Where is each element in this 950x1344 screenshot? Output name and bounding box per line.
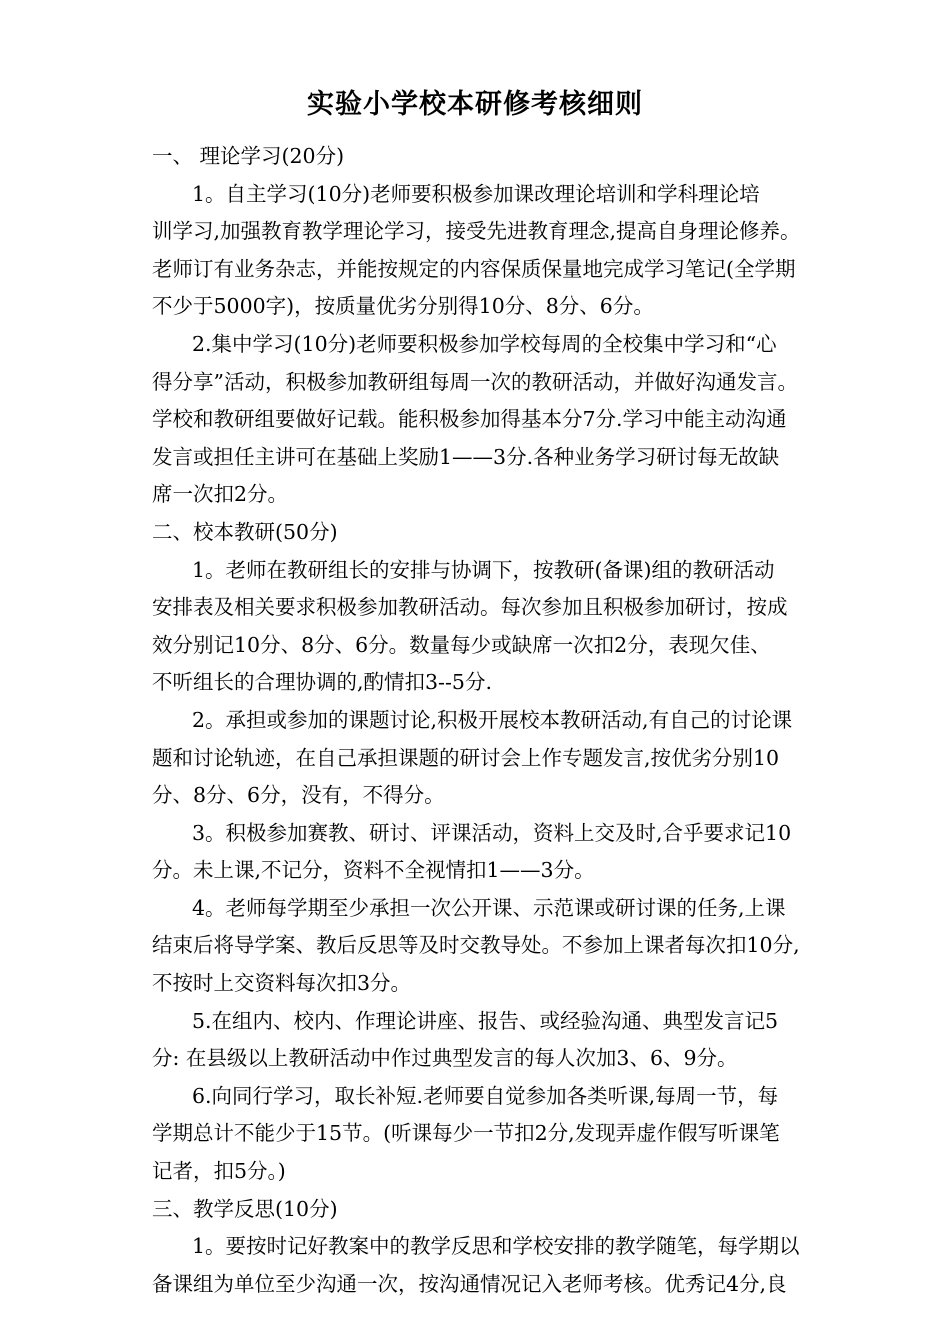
paragraph-first-line: 3。积极参加赛教、研讨、评课活动，资料上交及时,合乎要求记10 xyxy=(192,820,792,845)
text-line: 学期总计不能少于15节。(听课每少一节扣2分,发现弄虚作假写听课笔 xyxy=(152,1121,780,1146)
text-line: 学校和教研组要做好记载。能积极参加得基本分7分.学习中能主动沟通 xyxy=(152,407,787,432)
paragraph-first-line: 1。要按时记好教案中的教学反思和学校安排的教学随笔，每学期以 xyxy=(192,1234,800,1259)
text-line: 记者，扣5分。) xyxy=(152,1159,286,1184)
text-line: 训学习,加强教育教学理论学习，接受先进教育理念,提高自身理论修养。 xyxy=(152,219,801,244)
text-line: 得分享”活动，积极参加教研组每周一次的教研活动，并做好沟通发言。 xyxy=(152,369,798,394)
paragraph-first-line: 4。老师每学期至少承担一次公开课、示范课或研讨课的任务,上课 xyxy=(192,895,786,920)
paragraph-first-line: 5.在组内、校内、作理论讲座、报告、或经验沟通、典型发言记5 xyxy=(192,1008,779,1033)
paragraph-first-line: 1。自主学习(10分)老师要积极参加课改理论培训和学科理论培 xyxy=(192,181,760,206)
document-title: 实验小学校本研修考核细则 xyxy=(307,89,643,120)
paragraph-first-line: 2。承担或参加的课题讨论,积极开展校本教研活动,有自己的讨论课 xyxy=(192,707,793,732)
text-line: 分。未上课,不记分，资料不全视情扣1——3分。 xyxy=(152,858,595,883)
text-line: 不听组长的合理协调的,酌情扣3--5分. xyxy=(152,670,492,695)
text-line: 发言或担任主讲可在基础上奖励1——3分.各种业务学习研讨每无故缺 xyxy=(152,444,780,469)
text-line: 备课组为单位至少沟通一次，按沟通情况记入老师考核。优秀记4分,良 xyxy=(152,1271,787,1296)
paragraph-first-line: 6.向同行学习，取长补短.老师要自觉参加各类听课,每周一节，每 xyxy=(192,1083,779,1108)
text-line: 一、 理论学习(20分) xyxy=(152,144,345,168)
text-line: 效分别记10分、8分、6分。数量每少或缺席一次扣2分，表现欠佳、 xyxy=(152,632,771,657)
text-line: 二、校本教研(50分) xyxy=(152,519,338,544)
text-line: 题和讨论轨迹，在自己承担课题的研讨会上作专题发言,按优劣分别10 xyxy=(152,745,780,770)
text-line: 分、8分、6分，没有，不得分。 xyxy=(152,783,445,808)
document-body xyxy=(152,138,864,1303)
paragraph-first-line: 1。老师在教研组长的安排与协调下，按教研(备课)组的教研活动 xyxy=(192,557,775,582)
text-line: 安排表及相关要求积极参加教研活动。每次参加且积极参加研讨，按成 xyxy=(152,595,788,620)
text-line: 分: 在县级以上教研活动中作过典型发言的每人次加3、6、9分。 xyxy=(152,1046,738,1071)
text-line: 席一次扣2分。 xyxy=(152,482,289,507)
text-line: 不按时上交资料每次扣3分。 xyxy=(152,971,412,996)
text-line: 老师订有业务杂志，并能按规定的内容保质保量地完成学习笔记(全学期 xyxy=(152,256,796,281)
text-line: 结束后将导学案、教后反思等及时交教导处。不参加上课者每次扣10分, xyxy=(152,933,800,958)
text-line: 三、教学反思(10分) xyxy=(152,1196,338,1221)
text-line: 不少于5000字)，按质量优劣分别得10分、8分、6分。 xyxy=(152,294,654,319)
paragraph-first-line: 2.集中学习(10分)老师要积极参加学校每周的全校集中学习和“心 xyxy=(192,331,777,356)
